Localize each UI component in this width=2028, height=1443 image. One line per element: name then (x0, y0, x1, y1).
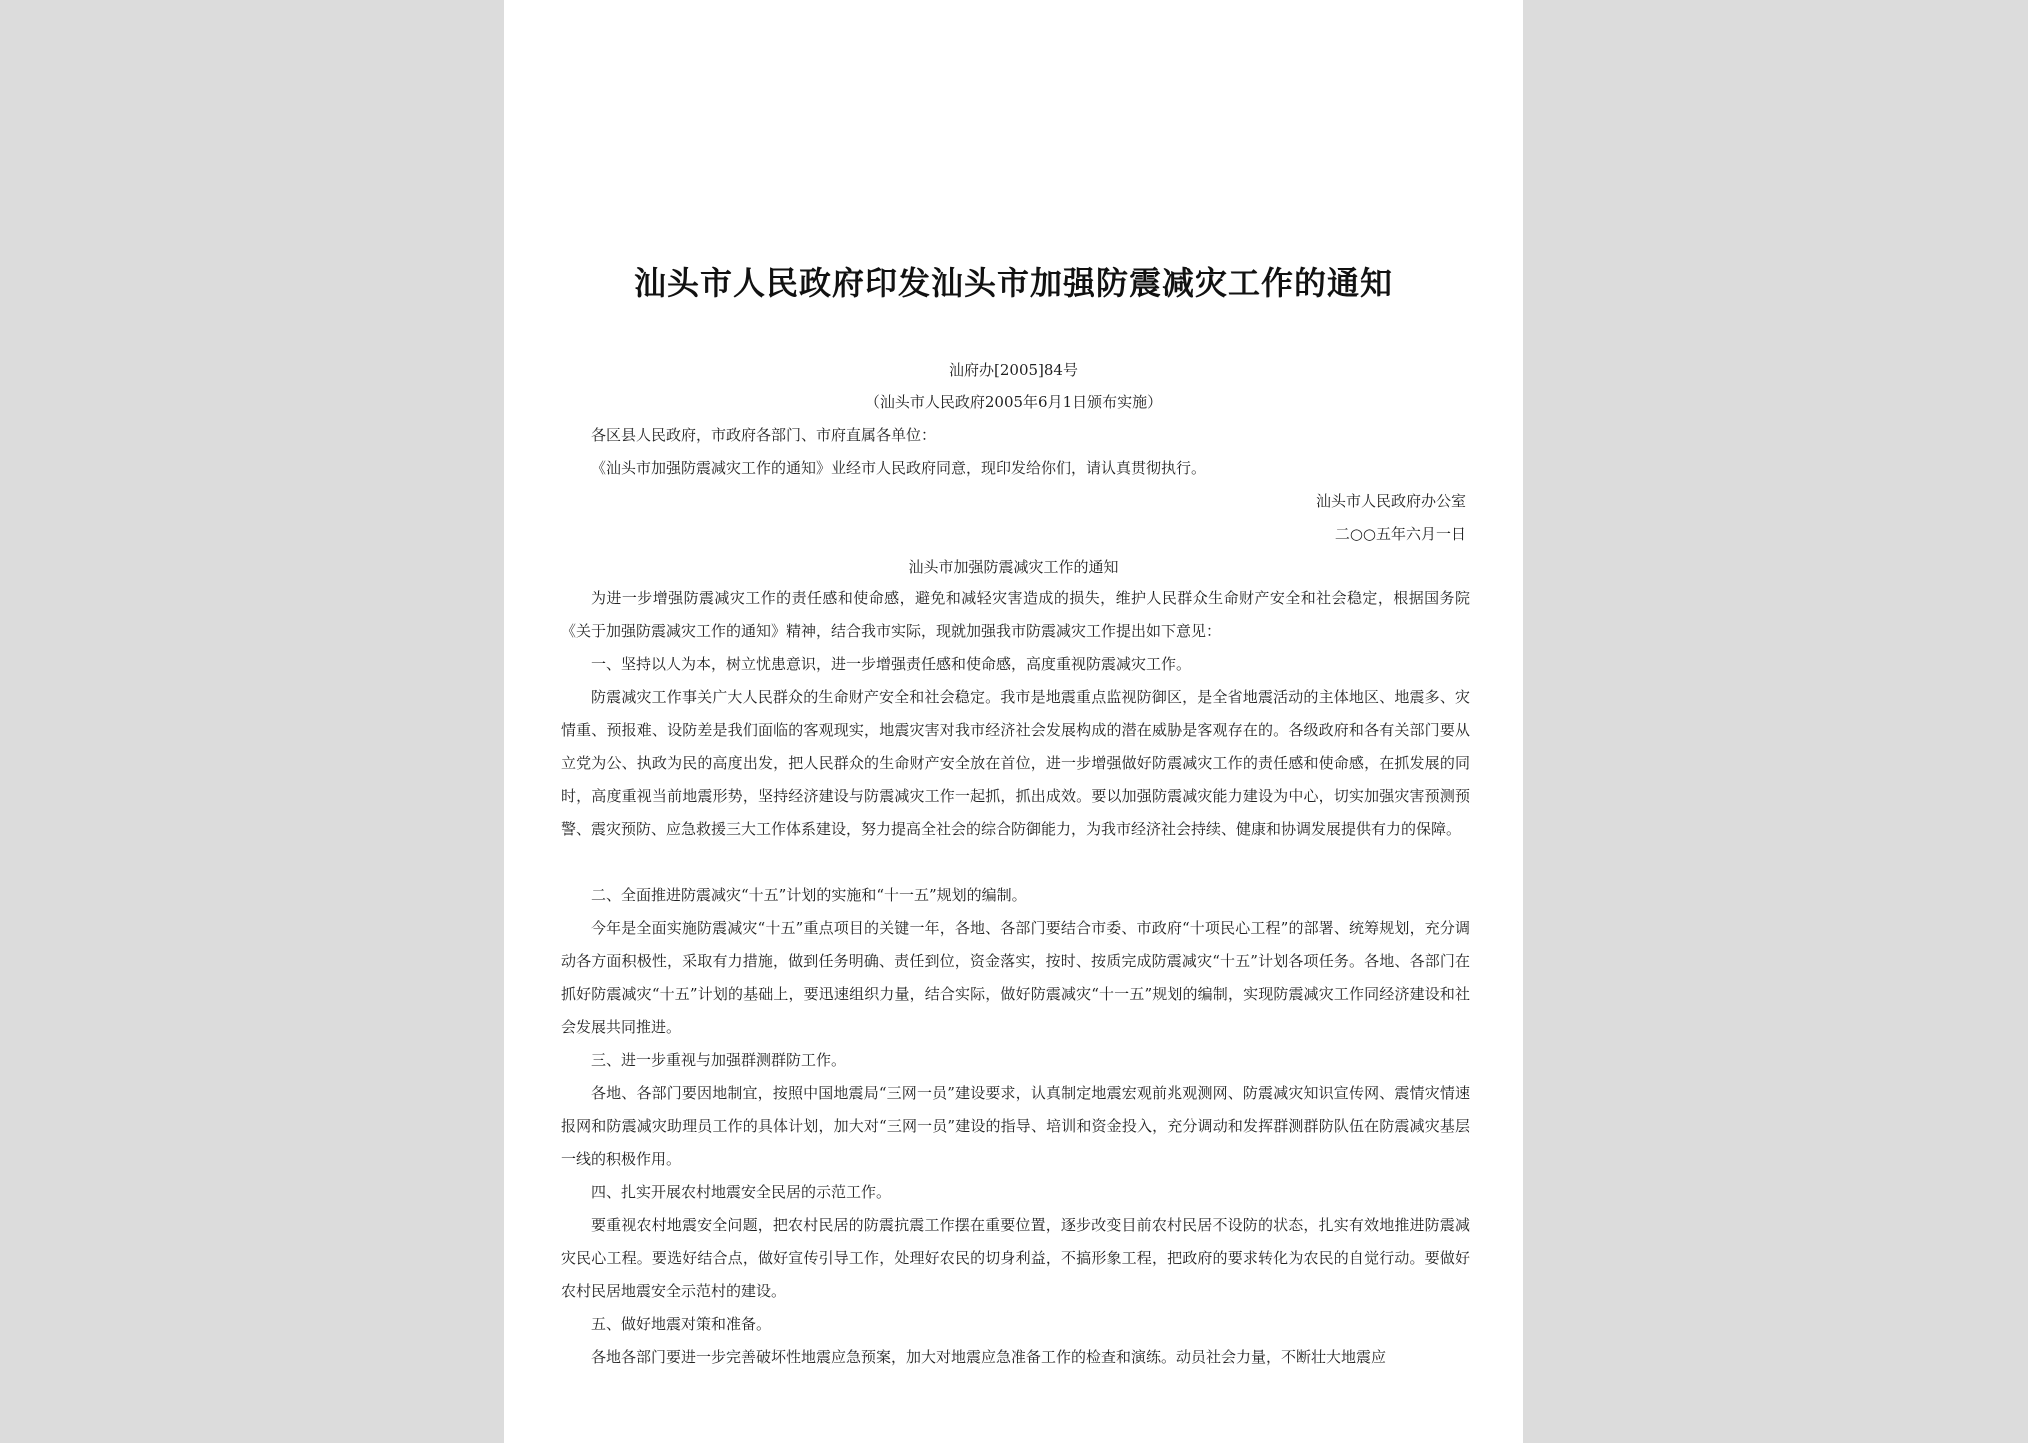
intro-paragraph: 《汕头市加强防震减灾工作的通知》业经市人民政府同意，现印发给你们，请认真贯彻执行。 (591, 459, 1207, 477)
section-heading-4: 四、扎实开展农村地震安全民居的示范工作。 (591, 1183, 892, 1201)
section-heading-1: 一、坚持以人为本，树立忧患意识，进一步增强责任感和使命感，高度重视防震减灾工作。 (591, 655, 1192, 673)
paragraph-section-5: 各地各部门要进一步完善破坏性地震应急预案，加大对地震应急准备工作的检查和演练。动员社会力量，不断壮大地震应 (591, 1348, 1387, 1366)
paragraph-preamble: 为进一步增强防震减灾工作的责任感和使命感，避免和减轻灾害造成的损失，维护人民群众生命财产安全和社会稳定，根据国务院《关于加强防震减灾工作的通知》精神，结合我市实际，现就加强我市防震减灾工作提出如下意见： (561, 589, 1470, 640)
paragraph-section-3: 各地、各部门要因地制宜，按照中国地震局“三网一员”建设要求，认真制定地震宏观前兆观测网、防震减灾知识宣传网、震情灾情速报网和防震减灾助理员工作的具体计划，加大对“三网一员”建设的指导、培训和资金投入，充分调动和发挥群测群防队伍在防震减灾基层一线的积极作用。 (561, 1084, 1470, 1168)
section-heading-2: 二、全面推进防震减灾“十五”计划的实施和“十一五”规划的编制。 (591, 886, 1027, 904)
document-number: 汕府办[2005]84号 (949, 361, 1078, 379)
paragraph-section-4: 要重视农村地震安全问题，把农村民居的防震抗震工作摆在重要位置，逐步改变目前农村民居不设防的状态，扎实有效地推进防震减灾民心工程。要选好结合点，做好宣传引导工作，处理好农民的切身利益，不搞形象工程，把政府的要求转化为农民的自觉行动。要做好农村民居地震安全示范村的建设。 (561, 1216, 1470, 1300)
notice-subtitle: 汕头市加强防震减灾工作的通知 (908, 558, 1119, 576)
document-page (504, 0, 1523, 1443)
document-title: 汕头市人民政府印发汕头市加强防震减灾工作的通知 (633, 264, 1393, 302)
paragraph-section-2: 今年是全面实施防震减灾“十五”重点项目的关键一年，各地、各部门要结合市委、市政府“十项民心工程”的部署、统筹规划，充分调动各方面积极性，采取有力措施，做到任务明确、责任到位，资金落实，按时、按质完成防震减灾“十五”计划各项任务。各地、各部门在抓好防震减灾“十五”计划的基础上，要迅速组织力量，结合实际，做好防震减灾“十一五”规划的编制，实现防震减灾工作同经济建设和社会发展共同推进。 (561, 919, 1470, 1036)
issue-date: 二○○五年六月一日 (1334, 525, 1466, 543)
recipients-line: 各区县人民政府，市政府各部门、市府直属各单位： (591, 426, 937, 444)
issuer-signature: 汕头市人民政府办公室 (1315, 492, 1466, 510)
paragraph-section-1: 防震减灾工作事关广大人民群众的生命财产安全和社会稳定。我市是地震重点监视防御区，是全省地震活动的主体地区、地震多、灾情重、预报难、设防差是我们面临的客观现实，地震灾害对我市经济社会发展构成的潜在威胁是客观存在的。各级政府和各有关部门要从立党为公、执政为民的高度出发，把人民群众的生命财产安全放在首位，进一步增强做好防震减灾工作的责任感和使命感，在抓发展的同时，高度重视当前地震形势，坚持经济建设与防震减灾工作一起抓，抓出成效。要以加强防震减灾能力建设为中心，切实加强灾害预测预警、震灾预防、应急救援三大工作体系建设，努力提高全社会的综合防御能力，为我市经济社会持续、健康和协调发展提供有力的保障。 (561, 688, 1470, 838)
issued-note: （汕头市人民政府2005年6月1日颁布实施） (864, 393, 1163, 411)
section-heading-5: 五、做好地震对策和准备。 (591, 1315, 772, 1333)
section-heading-3: 三、进一步重视与加强群测群防工作。 (591, 1051, 847, 1069)
